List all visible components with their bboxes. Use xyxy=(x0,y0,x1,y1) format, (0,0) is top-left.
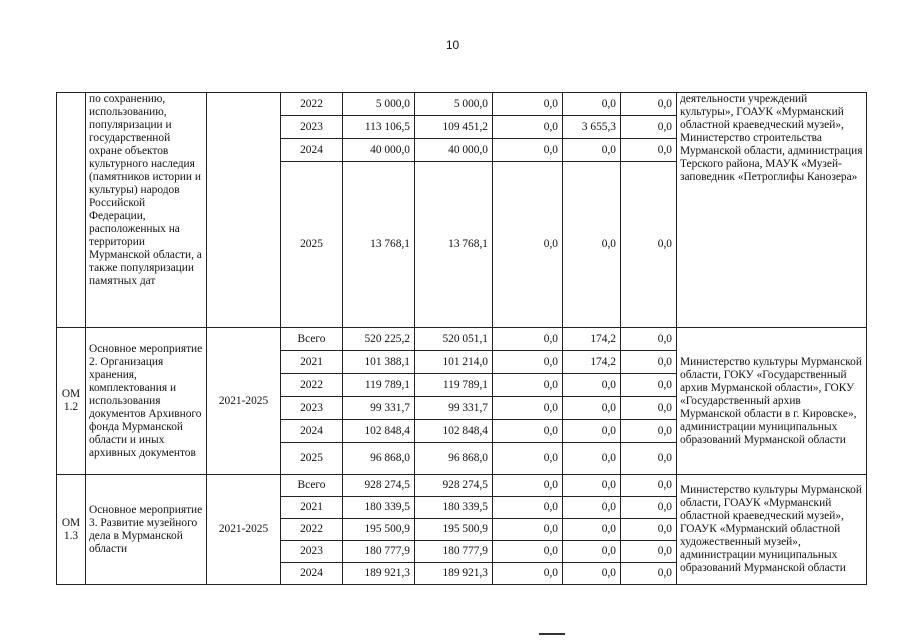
regional-budget-cell: 928 274,5 xyxy=(415,475,493,497)
other-sources-cell: 0,0 xyxy=(621,541,677,563)
other-sources-cell: 0,0 xyxy=(621,519,677,541)
activity-period xyxy=(207,93,281,328)
total-cell: 180 777,9 xyxy=(343,541,415,563)
local-budget-cell: 0,0 xyxy=(563,374,621,397)
federal-budget-cell: 0,0 xyxy=(493,519,563,541)
total-cell: 5 000,0 xyxy=(343,93,415,116)
other-sources-cell: 0,0 xyxy=(621,563,677,585)
other-sources-cell: 0,0 xyxy=(621,116,677,139)
table-row xyxy=(57,475,867,497)
total-cell: 180 339,5 xyxy=(343,497,415,519)
federal-budget-cell: 0,0 xyxy=(493,497,563,519)
year-cell: 2021 xyxy=(281,497,343,519)
year-cell: Всего xyxy=(281,475,343,497)
year-cell: 2022 xyxy=(281,93,343,116)
regional-budget-cell: 99 331,7 xyxy=(415,397,493,420)
other-sources-cell: 0,0 xyxy=(621,351,677,374)
local-budget-cell: 0,0 xyxy=(563,397,621,420)
federal-budget-cell: 0,0 xyxy=(493,420,563,443)
federal-budget-cell: 0,0 xyxy=(493,93,563,116)
other-sources-cell: 0,0 xyxy=(621,475,677,497)
federal-budget-cell: 0,0 xyxy=(493,116,563,139)
year-cell: 2025 xyxy=(281,162,343,328)
regional-budget-cell: 109 451,2 xyxy=(415,116,493,139)
local-budget-cell: 174,2 xyxy=(563,328,621,351)
regional-budget-cell: 102 848,4 xyxy=(415,420,493,443)
other-sources-cell: 0,0 xyxy=(621,397,677,420)
year-cell: Всего xyxy=(281,328,343,351)
local-budget-cell: 0,0 xyxy=(563,541,621,563)
year-cell: 2023 xyxy=(281,397,343,420)
total-cell: 40 000,0 xyxy=(343,139,415,162)
local-budget-cell: 0,0 xyxy=(563,443,621,475)
executors-cell: деятельности учреждений культуры», ГОАУК «Мурманский областной краеведческий музей», Министерство строительства Мурманской области, администрация Терского района, МАУК «Музей-заповедник «Петроглифы Канозера» xyxy=(677,93,867,328)
executors-cell: Министерство культуры Мурманской области, ГОАУК «Мурманский областной краеведческий музей», ГОАУК «Мурманский областной художественный музей», администрации муниципальных образований Мурманской области xyxy=(677,475,867,585)
federal-budget-cell: 0,0 xyxy=(493,351,563,374)
total-cell: 928 274,5 xyxy=(343,475,415,497)
year-cell: 2024 xyxy=(281,139,343,162)
other-sources-cell: 0,0 xyxy=(621,420,677,443)
other-sources-cell: 0,0 xyxy=(621,443,677,475)
activity-code: ОМ 1.3 xyxy=(57,475,86,585)
local-budget-cell: 0,0 xyxy=(563,420,621,443)
total-cell: 195 500,9 xyxy=(343,519,415,541)
table-row xyxy=(57,93,867,116)
regional-budget-cell: 180 777,9 xyxy=(415,541,493,563)
total-cell: 13 768,1 xyxy=(343,162,415,328)
regional-budget-cell: 119 789,1 xyxy=(415,374,493,397)
regional-budget-cell: 180 339,5 xyxy=(415,497,493,519)
regional-budget-cell: 195 500,9 xyxy=(415,519,493,541)
total-cell: 99 331,7 xyxy=(343,397,415,420)
regional-budget-cell: 101 214,0 xyxy=(415,351,493,374)
year-cell: 2024 xyxy=(281,420,343,443)
federal-budget-cell: 0,0 xyxy=(493,397,563,420)
activity-code: ОМ 1.2 xyxy=(57,328,86,475)
activity-period: 2021-2025 xyxy=(207,475,281,585)
federal-budget-cell: 0,0 xyxy=(493,328,563,351)
regional-budget-cell: 96 868,0 xyxy=(415,443,493,475)
activity-name: Основное мероприятие 2. Организация хранения, комплектования и использования документов Архивного фонда Мурманской области и иных архивных документов xyxy=(86,328,207,475)
total-cell: 96 868,0 xyxy=(343,443,415,475)
local-budget-cell: 0,0 xyxy=(563,519,621,541)
other-sources-cell: 0,0 xyxy=(621,328,677,351)
other-sources-cell: 0,0 xyxy=(621,93,677,116)
local-budget-cell: 0,0 xyxy=(563,93,621,116)
activity-period: 2021-2025 xyxy=(207,328,281,475)
local-budget-cell: 0,0 xyxy=(563,139,621,162)
federal-budget-cell: 0,0 xyxy=(493,475,563,497)
page-edge-mark xyxy=(539,633,565,635)
regional-budget-cell: 13 768,1 xyxy=(415,162,493,328)
year-cell: 2025 xyxy=(281,443,343,475)
federal-budget-cell: 0,0 xyxy=(493,443,563,475)
year-cell: 2024 xyxy=(281,563,343,585)
federal-budget-cell: 0,0 xyxy=(493,374,563,397)
page-number: 10 xyxy=(445,38,460,52)
federal-budget-cell: 0,0 xyxy=(493,563,563,585)
other-sources-cell: 0,0 xyxy=(621,374,677,397)
other-sources-cell: 0,0 xyxy=(621,139,677,162)
total-cell: 520 225,2 xyxy=(343,328,415,351)
other-sources-cell: 0,0 xyxy=(621,162,677,328)
budget-table xyxy=(56,92,867,585)
executors-cell: Министерство культуры Мурманской области, ГОКУ «Государственный архив Мурманской области», ГОКУ «Государственный архив Мурманской области в г. Кировске», администрации муниципальных образований Мурманской области xyxy=(677,328,867,475)
local-budget-cell: 0,0 xyxy=(563,563,621,585)
regional-budget-cell: 5 000,0 xyxy=(415,93,493,116)
total-cell: 102 848,4 xyxy=(343,420,415,443)
total-cell: 101 388,1 xyxy=(343,351,415,374)
year-cell: 2022 xyxy=(281,374,343,397)
regional-budget-cell: 40 000,0 xyxy=(415,139,493,162)
regional-budget-cell: 520 051,1 xyxy=(415,328,493,351)
local-budget-cell: 0,0 xyxy=(563,497,621,519)
table-row xyxy=(57,328,867,351)
total-cell: 113 106,5 xyxy=(343,116,415,139)
activity-name: Основное мероприятие 3. Развитие музейного дела в Мурманской области xyxy=(86,475,207,585)
total-cell: 189 921,3 xyxy=(343,563,415,585)
year-cell: 2023 xyxy=(281,541,343,563)
federal-budget-cell: 0,0 xyxy=(493,541,563,563)
local-budget-cell: 174,2 xyxy=(563,351,621,374)
local-budget-cell: 0,0 xyxy=(563,162,621,328)
activity-name: по сохранению, использованию, популяризации и государственной охране объектов культурного наследия (памятников истории и культуры) народов Российской Федерации, расположенных на территории Мурманской области, а также популяризации памятных дат xyxy=(86,93,207,328)
year-cell: 2022 xyxy=(281,519,343,541)
regional-budget-cell: 189 921,3 xyxy=(415,563,493,585)
federal-budget-cell: 0,0 xyxy=(493,162,563,328)
other-sources-cell: 0,0 xyxy=(621,497,677,519)
federal-budget-cell: 0,0 xyxy=(493,139,563,162)
total-cell: 119 789,1 xyxy=(343,374,415,397)
activity-code xyxy=(57,93,86,328)
year-cell: 2021 xyxy=(281,351,343,374)
local-budget-cell: 0,0 xyxy=(563,475,621,497)
local-budget-cell: 3 655,3 xyxy=(563,116,621,139)
year-cell: 2023 xyxy=(281,116,343,139)
